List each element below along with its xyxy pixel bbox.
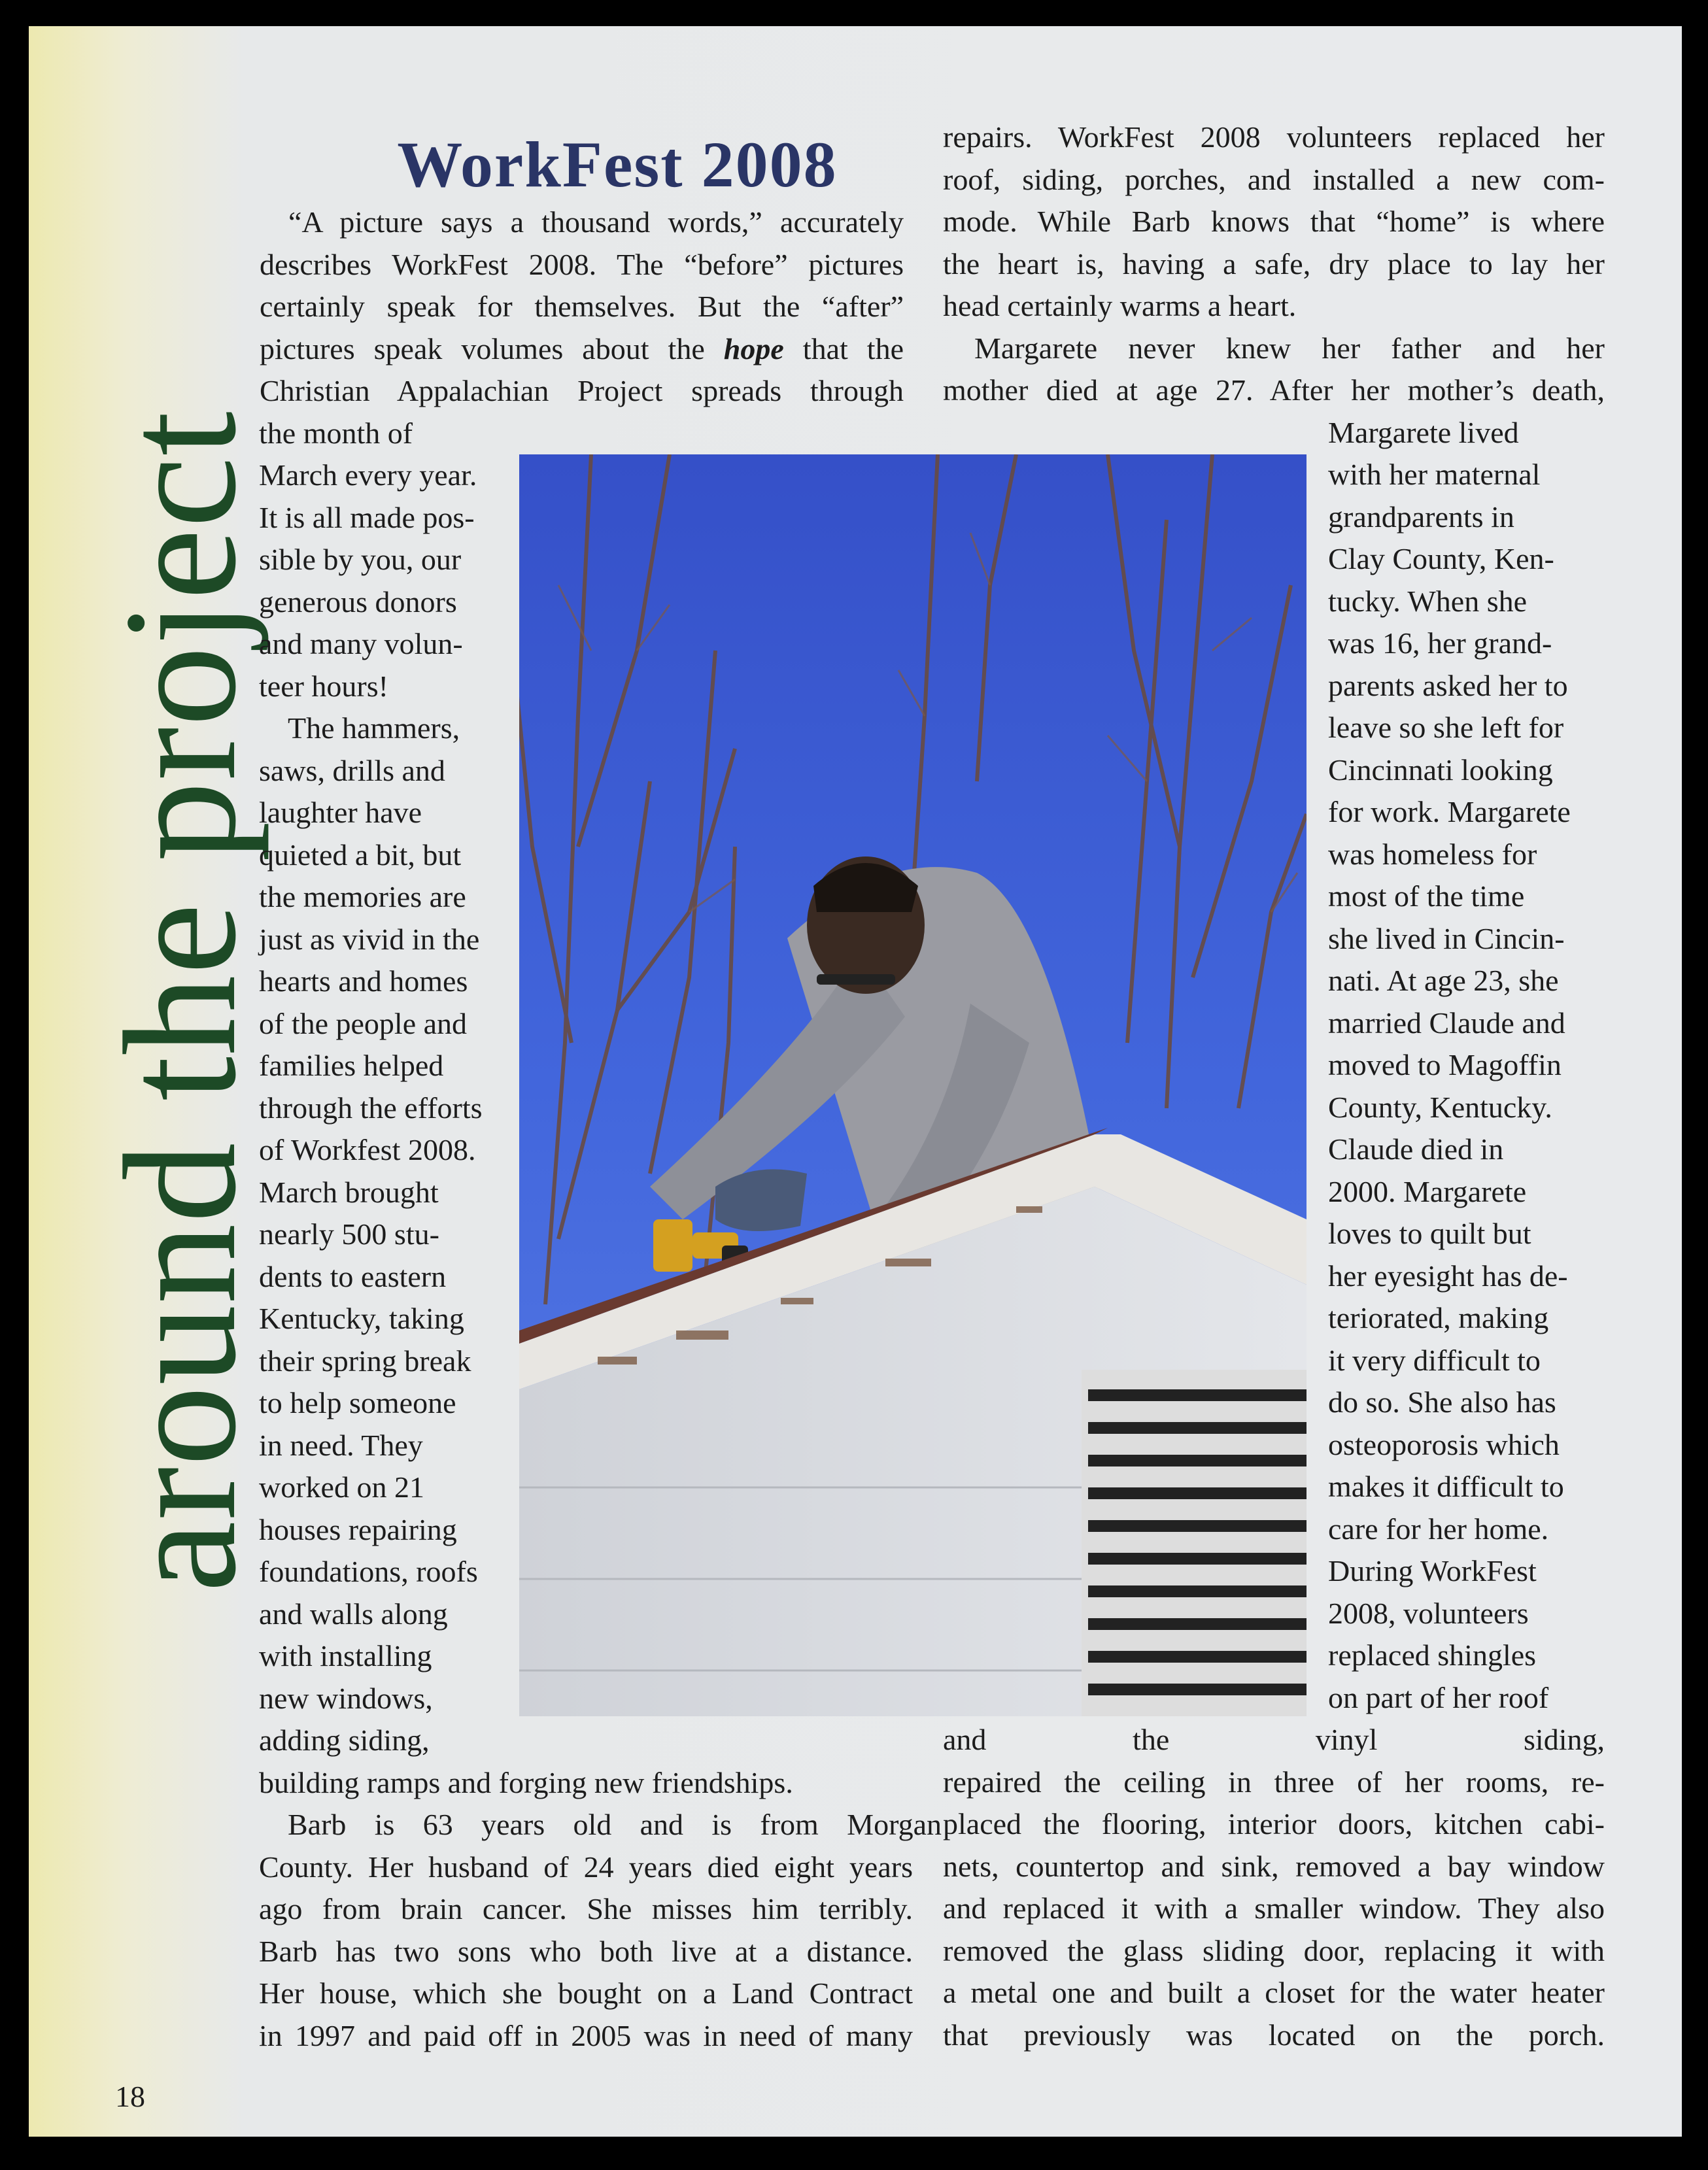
body-text-line: dents to eastern bbox=[259, 1259, 447, 1293]
body-text-line: most of the time bbox=[1328, 879, 1525, 913]
body-text-line: that previously was located on the porch. bbox=[943, 2018, 1605, 2052]
body-text-line: and many volun- bbox=[259, 627, 463, 660]
body-text-line: Kentucky, taking bbox=[259, 1302, 464, 1335]
body-text-line: married Claude and bbox=[1328, 1006, 1565, 1040]
body-text-line: and replaced it with a smaller window. They also bbox=[943, 1891, 1605, 1925]
body-text-line: Margarete lived bbox=[1328, 415, 1519, 449]
body-text-line: adding siding, bbox=[259, 1723, 430, 1757]
body-text-line: the memories are bbox=[259, 880, 466, 913]
body-text-line: County, Kentucky. bbox=[1328, 1090, 1552, 1124]
body-text-line: nets, countertop and sink, removed a bay window bbox=[943, 1849, 1605, 1883]
body-text-line: in need. They bbox=[259, 1428, 423, 1462]
body-text-line: loves to quilt but bbox=[1328, 1217, 1531, 1250]
body-text-line: generous donors bbox=[259, 585, 457, 619]
body-text-line: During WorkFest bbox=[1328, 1554, 1537, 1587]
body-text-line: placed the flooring, interior doors, kitchen cabi- bbox=[943, 1807, 1605, 1840]
body-text-line: their spring break bbox=[259, 1344, 471, 1378]
body-text-line: describes WorkFest 2008. The “before” pictures bbox=[260, 247, 904, 281]
body-text-line: of Workfest 2008. bbox=[259, 1133, 476, 1166]
body-text-line: Barb has two sons who both live at a distance. bbox=[259, 1934, 913, 1968]
body-text-line: pictures speak volumes about the hope that the bbox=[260, 331, 904, 365]
body-text-line: certainly speak for themselves. But the “after” bbox=[260, 290, 904, 323]
body-text-line: Clay County, Ken- bbox=[1328, 542, 1554, 575]
body-text-line: ago from brain cancer. She misses him terribly. bbox=[259, 1892, 913, 1925]
body-text-line: the month of bbox=[259, 416, 413, 450]
body-text-line: 2000. Margarete bbox=[1328, 1174, 1527, 1208]
body-text-line: Margarete never knew her father and her bbox=[974, 331, 1605, 365]
body-text-line: replaced shingles bbox=[1328, 1638, 1537, 1672]
body-text-line: roof, siding, porches, and installed a new com- bbox=[943, 162, 1605, 196]
body-text-line: of the people and bbox=[259, 1006, 468, 1040]
body-text-line: worked on 21 bbox=[259, 1470, 424, 1504]
body-text-line: do so. She also has bbox=[1328, 1385, 1556, 1419]
body-text-line: and the vinyl siding, bbox=[943, 1723, 1605, 1756]
body-text-line: It is all made pos- bbox=[259, 500, 475, 534]
body-text-line: was 16, her grand- bbox=[1328, 626, 1552, 660]
body-text-line: Cincinnati looking bbox=[1328, 753, 1553, 787]
body-text-line: leave so she left for bbox=[1328, 711, 1564, 744]
body-text-line: new windows, bbox=[259, 1681, 433, 1715]
body-text-line: a metal one and built a closet for the water heater bbox=[943, 1976, 1605, 2009]
body-text-line: March every year. bbox=[259, 458, 477, 492]
body-text-line: it very difficult to bbox=[1328, 1343, 1541, 1377]
body-text-line: her eyesight has de- bbox=[1328, 1259, 1568, 1293]
body-text-line: through the efforts bbox=[259, 1091, 483, 1125]
body-text-line: and walls along bbox=[259, 1597, 448, 1631]
body-text-line: repairs. WorkFest 2008 volunteers replaced her bbox=[943, 120, 1605, 154]
body-text-line: foundations, roofs bbox=[259, 1555, 478, 1588]
body-text-line: removed the glass sliding door, replacing it with bbox=[943, 1933, 1605, 1967]
body-text-line: moved to Magoffin bbox=[1328, 1048, 1562, 1081]
body-text-line: was homeless for bbox=[1328, 837, 1537, 871]
body-text-line: osteoporosis which bbox=[1328, 1427, 1560, 1461]
body-text-line: County. Her husband of 24 years died eight years bbox=[259, 1850, 913, 1884]
body-text-line: families helped bbox=[259, 1049, 444, 1082]
page-number: 18 bbox=[115, 2080, 145, 2113]
body-text-line: teriorated, making bbox=[1328, 1301, 1549, 1334]
body-text-line: hearts and homes bbox=[259, 964, 468, 998]
body-text-line: repaired the ceiling in three of her rooms, re- bbox=[943, 1765, 1605, 1799]
body-text-line: tucky. When she bbox=[1328, 584, 1528, 618]
body-text-line: with installing bbox=[259, 1639, 432, 1672]
body-text-line: parents asked her to bbox=[1328, 668, 1568, 702]
body-text-line: on part of her roof bbox=[1328, 1680, 1549, 1714]
body-text-line: grandparents in bbox=[1328, 500, 1514, 534]
body-text-line: laughter have bbox=[259, 796, 422, 829]
body-text-line: Claude died in bbox=[1328, 1132, 1504, 1166]
body-text-line: saws, drills and bbox=[259, 753, 445, 787]
body-text-line: in 1997 and paid off in 2005 was in need of many bbox=[259, 2018, 913, 2052]
body-text-line: she lived in Cincin- bbox=[1328, 921, 1565, 955]
body-text-line: just as vivid in the bbox=[259, 922, 480, 956]
body-text-line: with her maternal bbox=[1328, 458, 1541, 491]
body-text-line: head certainly warms a heart. bbox=[943, 289, 1297, 322]
body-text-line: care for her home. bbox=[1328, 1512, 1549, 1546]
body-text-line: houses repairing bbox=[259, 1512, 457, 1546]
body-text-line: for work. Margarete bbox=[1328, 795, 1571, 828]
body-text-line: nati. At age 23, she bbox=[1328, 964, 1559, 997]
body-text-line: Her house, which she bought on a Land Contract bbox=[259, 1976, 913, 2010]
body-text-line: nearly 500 stu- bbox=[259, 1217, 439, 1251]
body-text-line: “A picture says a thousand words,” accurately bbox=[288, 205, 904, 239]
body-text-line: Barb is 63 years old and is from Morgan bbox=[288, 1808, 942, 1841]
section-title-vertical: around the project bbox=[92, 411, 269, 1593]
volunteer-on-roof-photo bbox=[519, 454, 1307, 1716]
body-text-line: Christian Appalachian Project spreads through bbox=[260, 374, 904, 407]
body-text-line: teer hours! bbox=[259, 669, 388, 703]
emphasis-hope: hope bbox=[723, 331, 784, 365]
body-text-line: The hammers, bbox=[288, 711, 460, 745]
body-text-line: mode. While Barb knows that “home” is where bbox=[943, 205, 1605, 238]
body-text-line: to help someone bbox=[259, 1386, 456, 1419]
body-text-line: the heart is, having a safe, dry place to lay her bbox=[943, 246, 1605, 280]
body-text-line: makes it difficult to bbox=[1328, 1470, 1564, 1503]
body-text-line: mother died at age 27. After her mother’s death, bbox=[943, 373, 1605, 407]
body-text-line: building ramps and forging new friendships. bbox=[259, 1765, 793, 1799]
article-headline: WorkFest 2008 bbox=[397, 128, 838, 201]
body-text-line: 2008, volunteers bbox=[1328, 1596, 1529, 1630]
body-text-line: March brought bbox=[259, 1175, 439, 1209]
magazine-page bbox=[29, 26, 1682, 2137]
body-text-line: sible by you, our bbox=[259, 543, 462, 576]
body-text-line: quieted a bit, but bbox=[259, 838, 462, 872]
